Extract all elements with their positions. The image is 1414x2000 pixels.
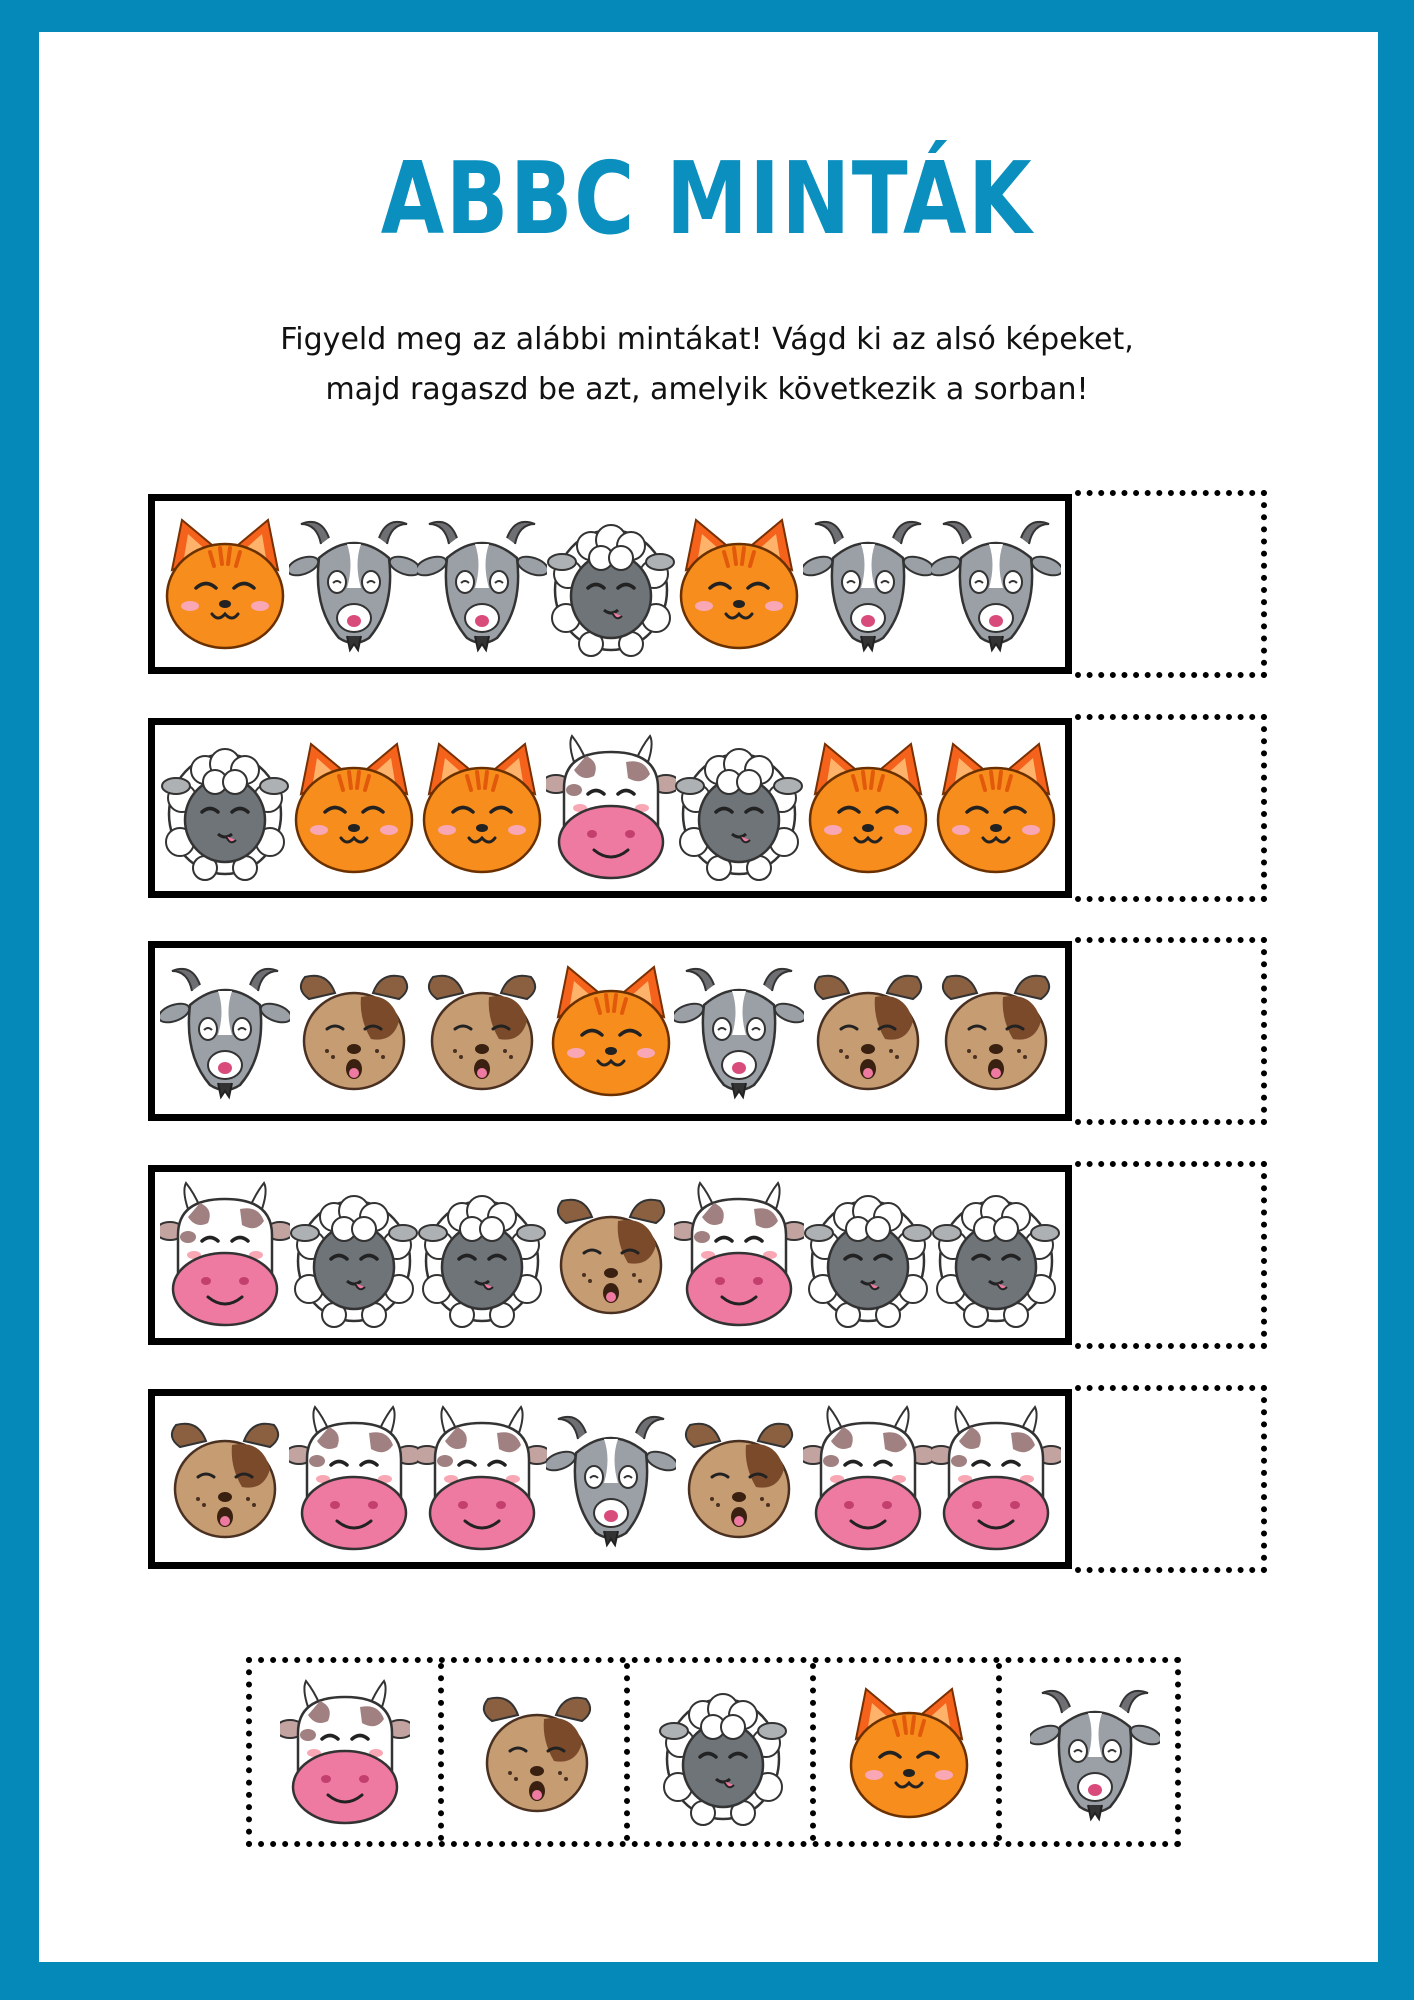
dog-face-icon (931, 955, 1061, 1105)
dog-face-icon (417, 955, 547, 1105)
dog-face-icon (803, 955, 933, 1105)
cow-face-icon (803, 1403, 933, 1553)
cat-face-icon (674, 508, 804, 658)
sheep-face-icon (931, 1179, 1061, 1329)
cutout-strip (246, 1657, 1181, 1847)
cat-face-icon (289, 732, 419, 882)
sheep-face-icon (674, 732, 804, 882)
goat-face-icon (289, 508, 419, 658)
sheep-face-icon (417, 1179, 547, 1329)
sheep-face-icon (160, 732, 290, 882)
dog-face-icon (546, 1179, 676, 1329)
answer-slot[interactable] (1075, 714, 1267, 902)
cat-face-icon (803, 732, 933, 882)
instruction-line-2: majd ragaszd be azt, amelyik következik a sorban! (325, 372, 1089, 407)
cow-face-icon (931, 1403, 1061, 1553)
cow-face-icon (417, 1403, 547, 1553)
cat-face-icon (160, 508, 290, 658)
goat-face-icon (417, 508, 547, 658)
dog-face-icon (674, 1403, 804, 1553)
instruction-line-1: Figyeld meg az alábbi mintákat! Vágd ki az alsó képeket, (280, 322, 1134, 357)
cow-face-icon (289, 1403, 419, 1553)
goat-face-icon (931, 508, 1061, 658)
sheep-face-icon (546, 508, 676, 658)
cow-face-icon (546, 732, 676, 882)
cow-face-icon (674, 1179, 804, 1329)
answer-slot[interactable] (1075, 937, 1267, 1125)
answer-slot[interactable] (1075, 490, 1267, 678)
answer-slot[interactable] (1075, 1161, 1267, 1349)
goat-face-icon (803, 508, 933, 658)
goat-face-icon (546, 1403, 676, 1553)
cat-face-icon (931, 732, 1061, 882)
page-title: ABBC MINTÁK (380, 140, 1034, 257)
cow-face-icon (160, 1179, 290, 1329)
dog-face-icon (160, 1403, 290, 1553)
sheep-face-icon (803, 1179, 933, 1329)
cutout-card[interactable] (996, 1663, 1182, 1841)
cat-face-icon (546, 955, 676, 1105)
cutout-card[interactable] (810, 1663, 996, 1841)
answer-slot[interactable] (1075, 1385, 1267, 1573)
cat-face-icon (417, 732, 547, 882)
dog-face-icon (289, 955, 419, 1105)
sheep-face-icon (289, 1179, 419, 1329)
goat-face-icon (160, 955, 290, 1105)
goat-face-icon (674, 955, 804, 1105)
cutout-card[interactable] (624, 1663, 810, 1841)
cutout-card[interactable] (438, 1663, 624, 1841)
cutout-card[interactable] (252, 1663, 438, 1841)
